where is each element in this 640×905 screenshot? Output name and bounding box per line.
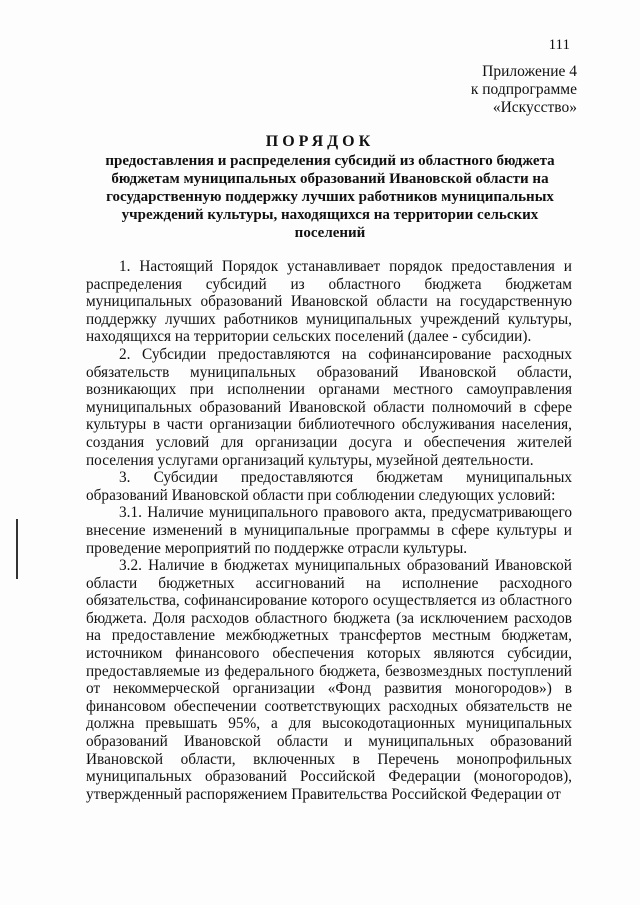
page-number: 111 (548, 37, 570, 53)
appendix-note (471, 63, 577, 117)
appendix-line-2: к подпрограмме (470, 81, 577, 98)
appendix-line-1: Приложение 4 (482, 63, 577, 80)
paragraph-2: 2. Субсидии предоставляются на софинансирование расходных обязательств муниципальных образований Ивановской области, возникающих при исполнении органами местного самоуправления муниципальных образований Ивановской области полномочий в сфере культуры в части организации библиотечного обслуживания населения, создания условий для организации досуга и обеспечения жителей поселения услугами организаций культуры, музейной деятельности. (86, 345, 572, 469)
scan-artifact-line (16, 519, 18, 579)
paragraph-3: 3. Субсидии предоставляются бюджетам муниципальных образований Ивановской области при соблюдении следующих условий: (86, 469, 572, 504)
document-subtitle: предоставления и распределения субсидий из областного бюджета бюджетам муниципальных образований Ивановской области на государственную поддержку лучших работников муниципальных учреждений культуры, находящихся на территории сельских поселений (105, 153, 555, 241)
paragraph-3-1: 3.1. Наличие муниципального правового акта, предусматривающего внесение изменений в муниципальные программы в сфере культуры и проведение мероприятий по поддержке отрасли культуры. (86, 504, 572, 557)
document-body (86, 258, 572, 803)
document-title: ПОРЯДОК (265, 133, 375, 150)
appendix-line-3: «Искусство» (492, 99, 577, 116)
paragraph-3-2: 3.2. Наличие в бюджетах муниципальных образований Ивановской области бюджетных ассигнований на исполнение расходного обязательства, софинансирование которого осуществляется из областного бюджета. Доля расходов областного бюджета (за исключением расходов на предоставление межбюджетных трансфертов местным бюджетам, источником финансового обеспечения которых являются субсидии, предоставляемые из федерального бюджета, безвозмездных поступлений от некоммерческой организации «Фонд развития моногородов») в финансовом обеспечении соответствующих расходных обязательств не должна превышать 95%, а для высокодотационных муниципальных образований Ивановской области и муниципальных образований Ивановской области, включенных в Перечень монопрофильных муниципальных образований Российской Федерации (моногородов), утвержденный распоряжением Правительства Российской Федерации от (86, 557, 572, 803)
paragraph-1: 1. Настоящий Порядок устанавливает порядок предоставления и распределения субсидий из областного бюджета бюджетам муниципальных образований Ивановской области на государственную поддержку лучших работников муниципальных учреждений культуры, находящихся на территории сельских поселений (далее - субсидии). (86, 258, 572, 346)
